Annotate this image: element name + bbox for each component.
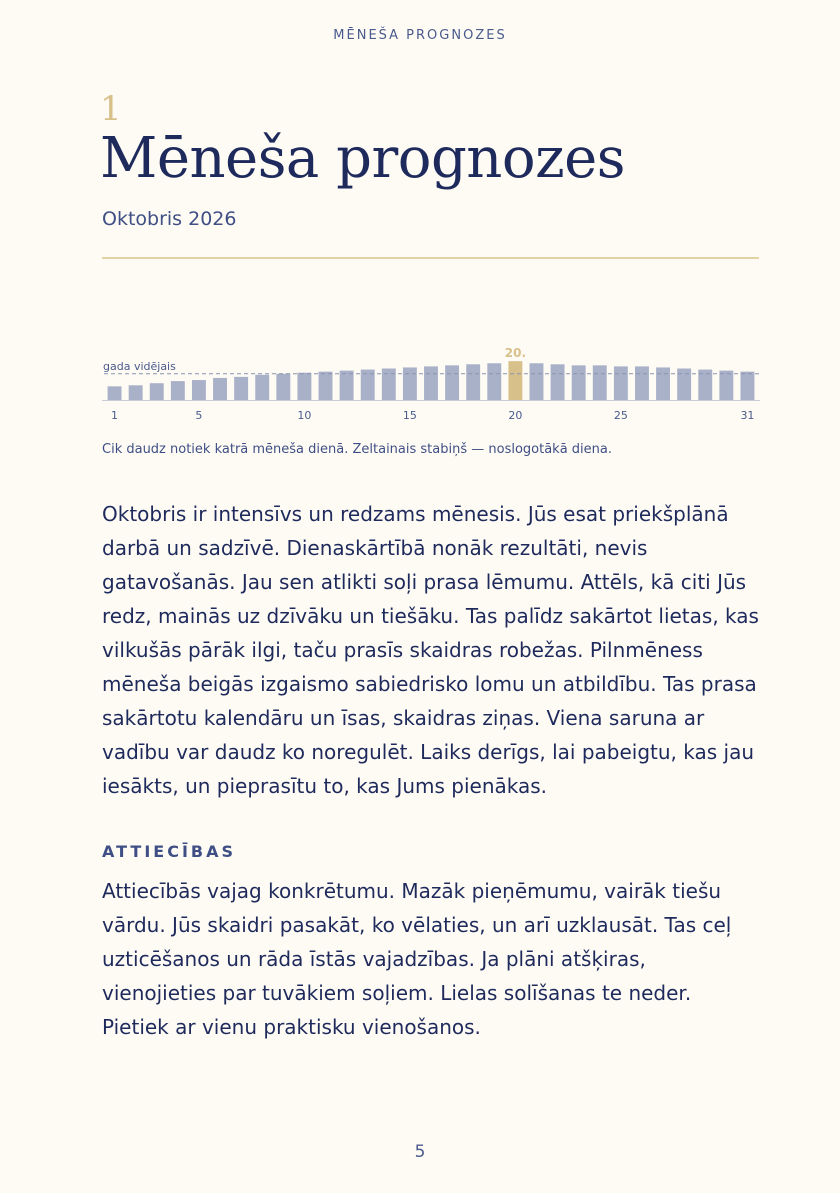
- chart-tick-label: 31: [740, 409, 755, 422]
- chart-tick-label: 15: [402, 409, 417, 422]
- chart-bar: [614, 366, 628, 400]
- page-number: 5: [414, 1142, 426, 1162]
- chart-bar: [424, 366, 438, 400]
- chart-bar: [382, 369, 396, 401]
- chart-tick-label: 5: [195, 409, 203, 422]
- chart-bar: [192, 380, 206, 400]
- chart-bar: [635, 366, 649, 400]
- chart-bar: [403, 367, 417, 400]
- chart-bar: [319, 372, 333, 400]
- running-header: MĒNEŠA PROGNOZES: [333, 28, 507, 43]
- chart-bar: [171, 381, 185, 400]
- chart-tick-label: 20: [508, 409, 523, 422]
- chart-tick-label: 1: [111, 409, 119, 422]
- page-subtitle: Oktobris 2026: [102, 208, 237, 230]
- chart-tick-label: 25: [613, 409, 628, 422]
- chart-bar: [234, 377, 248, 400]
- daily-activity-chart: [100, 340, 762, 430]
- chart-bar: [487, 363, 501, 400]
- chart-caption: Cik daudz notiek katrā mēneša dienā. Zeltainais stabiņš — noslogotākā diena.: [102, 442, 613, 457]
- chart-bar: [740, 372, 754, 400]
- chart-tick-label: 10: [297, 409, 312, 422]
- chart-bar: [445, 365, 459, 400]
- chart-bar: [213, 378, 227, 400]
- chart-bar: [719, 371, 733, 400]
- section-text-relationships: Attiecībās vajag konkrētumu. Mazāk pieņēmumu, vairāk tiešu vārdu. Jūs skaidri pasakāt, ko vēlaties, un arī uzklausāt. Tas ceļ uzticēšanos un rāda īstās vajadzības. Ja plāni atšķiras, vienojieties par tuvākiem soļiem. Lielas solīšanas te neder. Pietiek ar vienu praktisku vienošanos.: [102, 879, 732, 1039]
- section-heading-relationships: ATTIECĪBAS: [102, 842, 237, 861]
- chart-bar: [466, 364, 480, 400]
- chart-highlight-label: 20.: [504, 346, 527, 361]
- intro-paragraph: Oktobris ir intensīvs un redzams mēnesis. Jūs esat priekšplānā darbā un sadzīvē. Dienaskārtībā nonāk rezultāti, nevis gatavošanās. Jau sen atlikti soļi prasa lēmumu. Attēls, kā citi Jūs redz, mainās uz dzīvāku un tiešāku. Tas palīdz sakārtot lietas, kas vilkušās pārāk ilgi, taču prasīs skaidras robežas. Pilnmēness mēneša beigās izgaismo sabiedrisko lomu un atbildību. Tas prasa sakārtotu kalendāru un īsas, skaidras ziņas. Viena saruna ar vadību var daudz ko noregulēt. Laiks derīgs, lai pabeigtu, kas jau iesākts, un pieprasītu to, kas Jums pienākas.: [102, 502, 759, 798]
- chart-bar: [276, 374, 290, 400]
- chart-bar: [551, 364, 565, 400]
- chart-bar: [656, 367, 670, 400]
- page-title: Mēneša prognozes: [100, 126, 625, 191]
- chart-bar: [255, 375, 269, 400]
- chart-bar: [572, 365, 586, 400]
- chart-bar: [530, 363, 544, 400]
- chart-bar: [150, 383, 164, 400]
- chart-bar: [593, 365, 607, 400]
- chart-bar: [340, 371, 354, 400]
- chart-bar: [129, 385, 143, 400]
- title-divider: [102, 257, 759, 259]
- chart-bar-highlight: [508, 361, 522, 400]
- chart-bar: [297, 373, 311, 400]
- chart-reference-label: gada vidējais: [103, 359, 176, 373]
- chart-bar: [108, 386, 122, 400]
- chart-bar: [677, 369, 691, 401]
- chapter-number: 1: [100, 89, 122, 129]
